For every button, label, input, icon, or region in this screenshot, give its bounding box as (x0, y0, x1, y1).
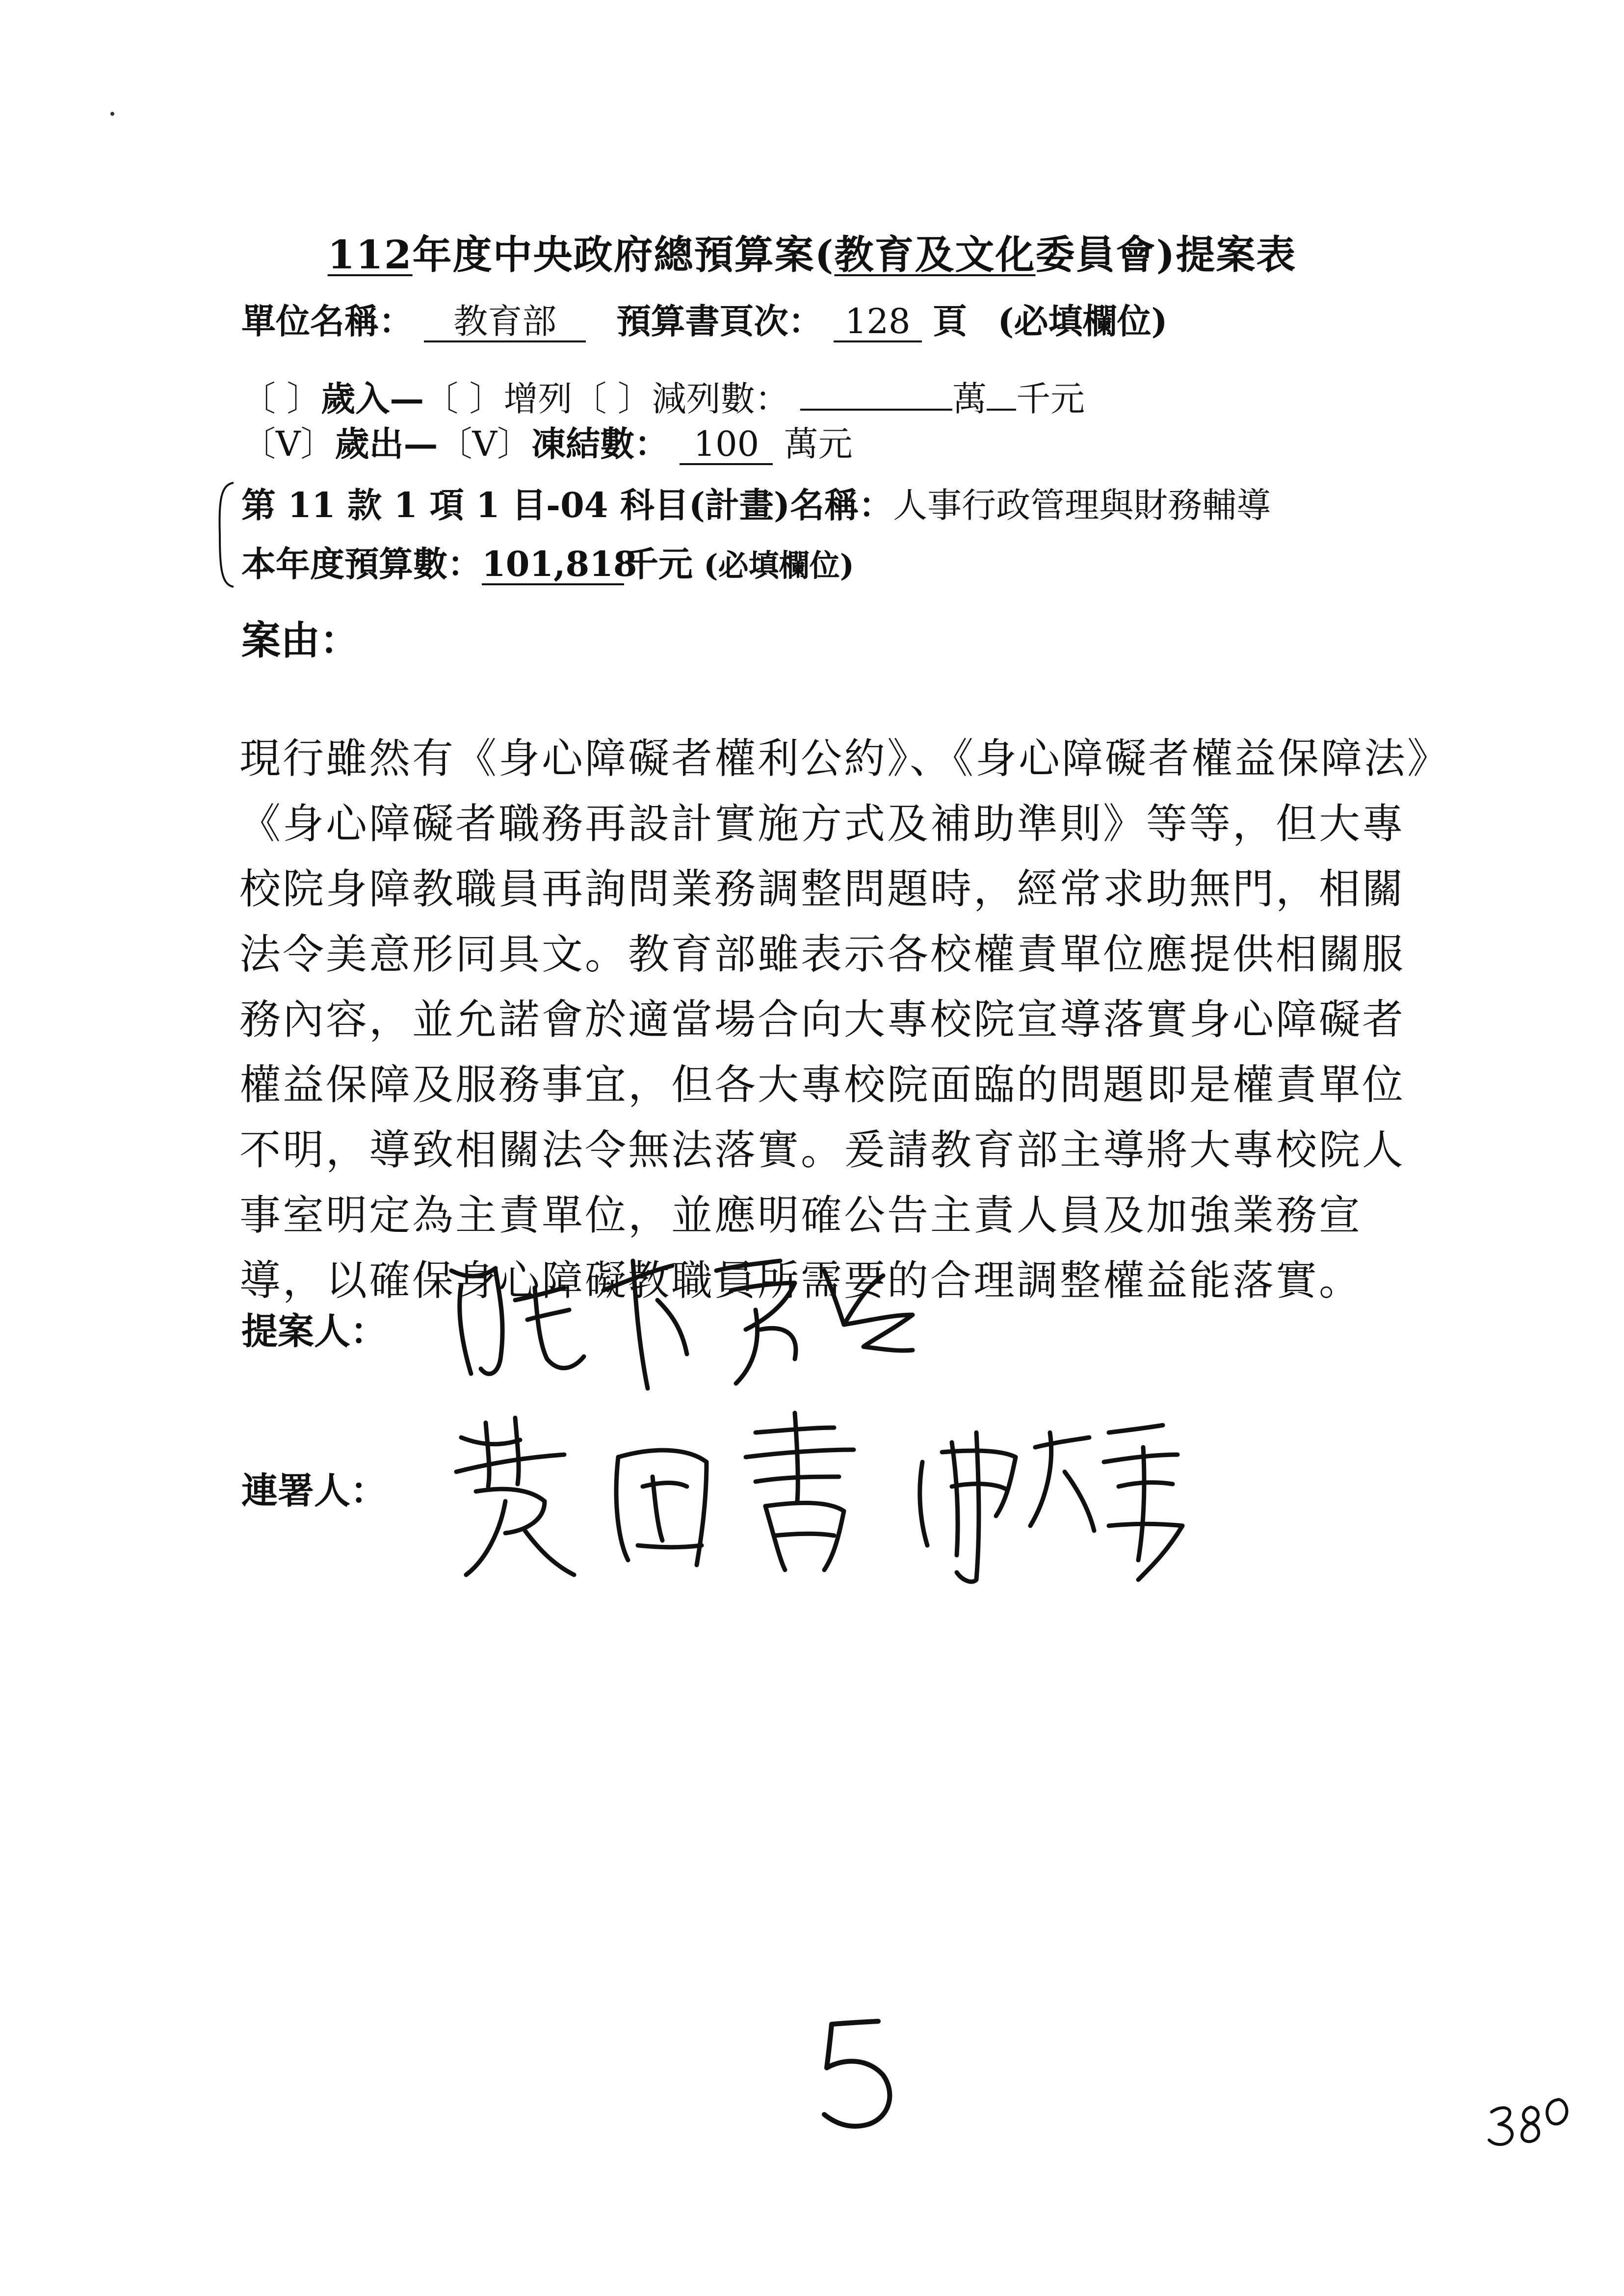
freeze-checkbox: 〔V〕 (438, 424, 532, 464)
thousand-label: 千元 (1016, 379, 1085, 419)
page-label: 預算書頁次： (616, 301, 823, 341)
title-part2: 委員會)提案表 (1035, 232, 1297, 278)
page-suffix: 頁 (933, 301, 968, 341)
revenue-row (241, 375, 1085, 419)
title-committee: 教育及文化 (834, 232, 1036, 278)
scan-speck (110, 112, 114, 116)
expense-label: 歲出— (335, 423, 438, 464)
freeze-unit: 萬元 (784, 424, 853, 464)
cosigner-label: 連署人： (241, 1470, 387, 1512)
proposer-signature (442, 1241, 932, 1408)
revenue-amount-blank (800, 375, 952, 411)
unit-value: 教育部 (424, 304, 586, 342)
unit-row (241, 301, 1168, 342)
item-value: 人事行政管理與財務輔導 (893, 485, 1271, 525)
cosigner-signature (432, 1403, 1217, 1590)
page-value: 128 (834, 304, 922, 342)
proposer-label: 提案人： (241, 1310, 387, 1353)
revenue-checkbox: 〔 〕 (241, 379, 321, 419)
reason-line: 權益保障及服務事宜，但各大專校院面臨的問題即是權責單位 (239, 1061, 1406, 1109)
corner-page-number (1484, 2085, 1572, 2149)
budget-value: 101,818 (482, 544, 637, 584)
reason-label: 案由： (241, 617, 359, 663)
item-label: 第 11 款 1 項 1 目-04 科目(計畫)名稱： (241, 485, 893, 525)
reason-line: 務內容，並允諾會於適當場合向大專校院宣導落實身心障礙者 (239, 995, 1406, 1044)
increase-checkbox: 〔 〕 (424, 379, 504, 419)
budget-required-note: (必填欄位) (704, 548, 854, 583)
freeze-amount: 100 (680, 427, 773, 465)
reason-line: 《身心障礙者職務再設計實施方式及補助準則》等等，但大專 (239, 800, 1406, 848)
increase-label: 增列 (503, 379, 573, 419)
reason-line: 事室明定為主責單位，並應明確公告主責人員及加強業務宣 (239, 1191, 1362, 1239)
thousand-blank (987, 375, 1016, 411)
expense-row (241, 423, 853, 465)
reason-line: 現行雖然有《身心障礙者權利公約》、《身心障礙者權益保障法》 (239, 734, 1451, 783)
required-note: (必填欄位) (997, 301, 1168, 341)
wan-label: 萬 (952, 379, 987, 419)
title-year: 112 (327, 232, 413, 278)
reason-line: 法令美意形同具文。教育部雖表示各校權責單位應提供相關服 (239, 930, 1406, 978)
budget-label: 本年度預算數： (241, 544, 482, 584)
reason-line: 校院身障教職員再詢問業務調整問題時，經常求助無門，相關 (239, 865, 1406, 913)
reason-line: 導，以確保身心障礙教職員所需要的合理調整權益能落實。 (239, 1256, 1362, 1305)
decrease-checkbox: 〔 〕 (572, 379, 652, 419)
freeze-label: 凍結數： (531, 423, 669, 464)
reason-line: 不明，導致相關法令無法落實。爰請教育部主導將大專校院人 (239, 1126, 1406, 1174)
item-row (241, 485, 1271, 525)
budget-unit: 千元 (624, 544, 693, 584)
handwritten-page-number (805, 2007, 903, 2134)
expense-checkbox: 〔V〕 (241, 424, 335, 464)
decrease-label: 減列數： (652, 379, 789, 419)
hand-bracket (216, 481, 236, 589)
title-part1: 年度中央政府總預算案( (412, 232, 835, 278)
unit-label: 單位名稱： (241, 301, 413, 341)
revenue-label: 歲入— (321, 378, 424, 419)
budget-row (241, 544, 854, 585)
reason-body (239, 726, 1451, 1313)
page-title (0, 223, 1624, 280)
